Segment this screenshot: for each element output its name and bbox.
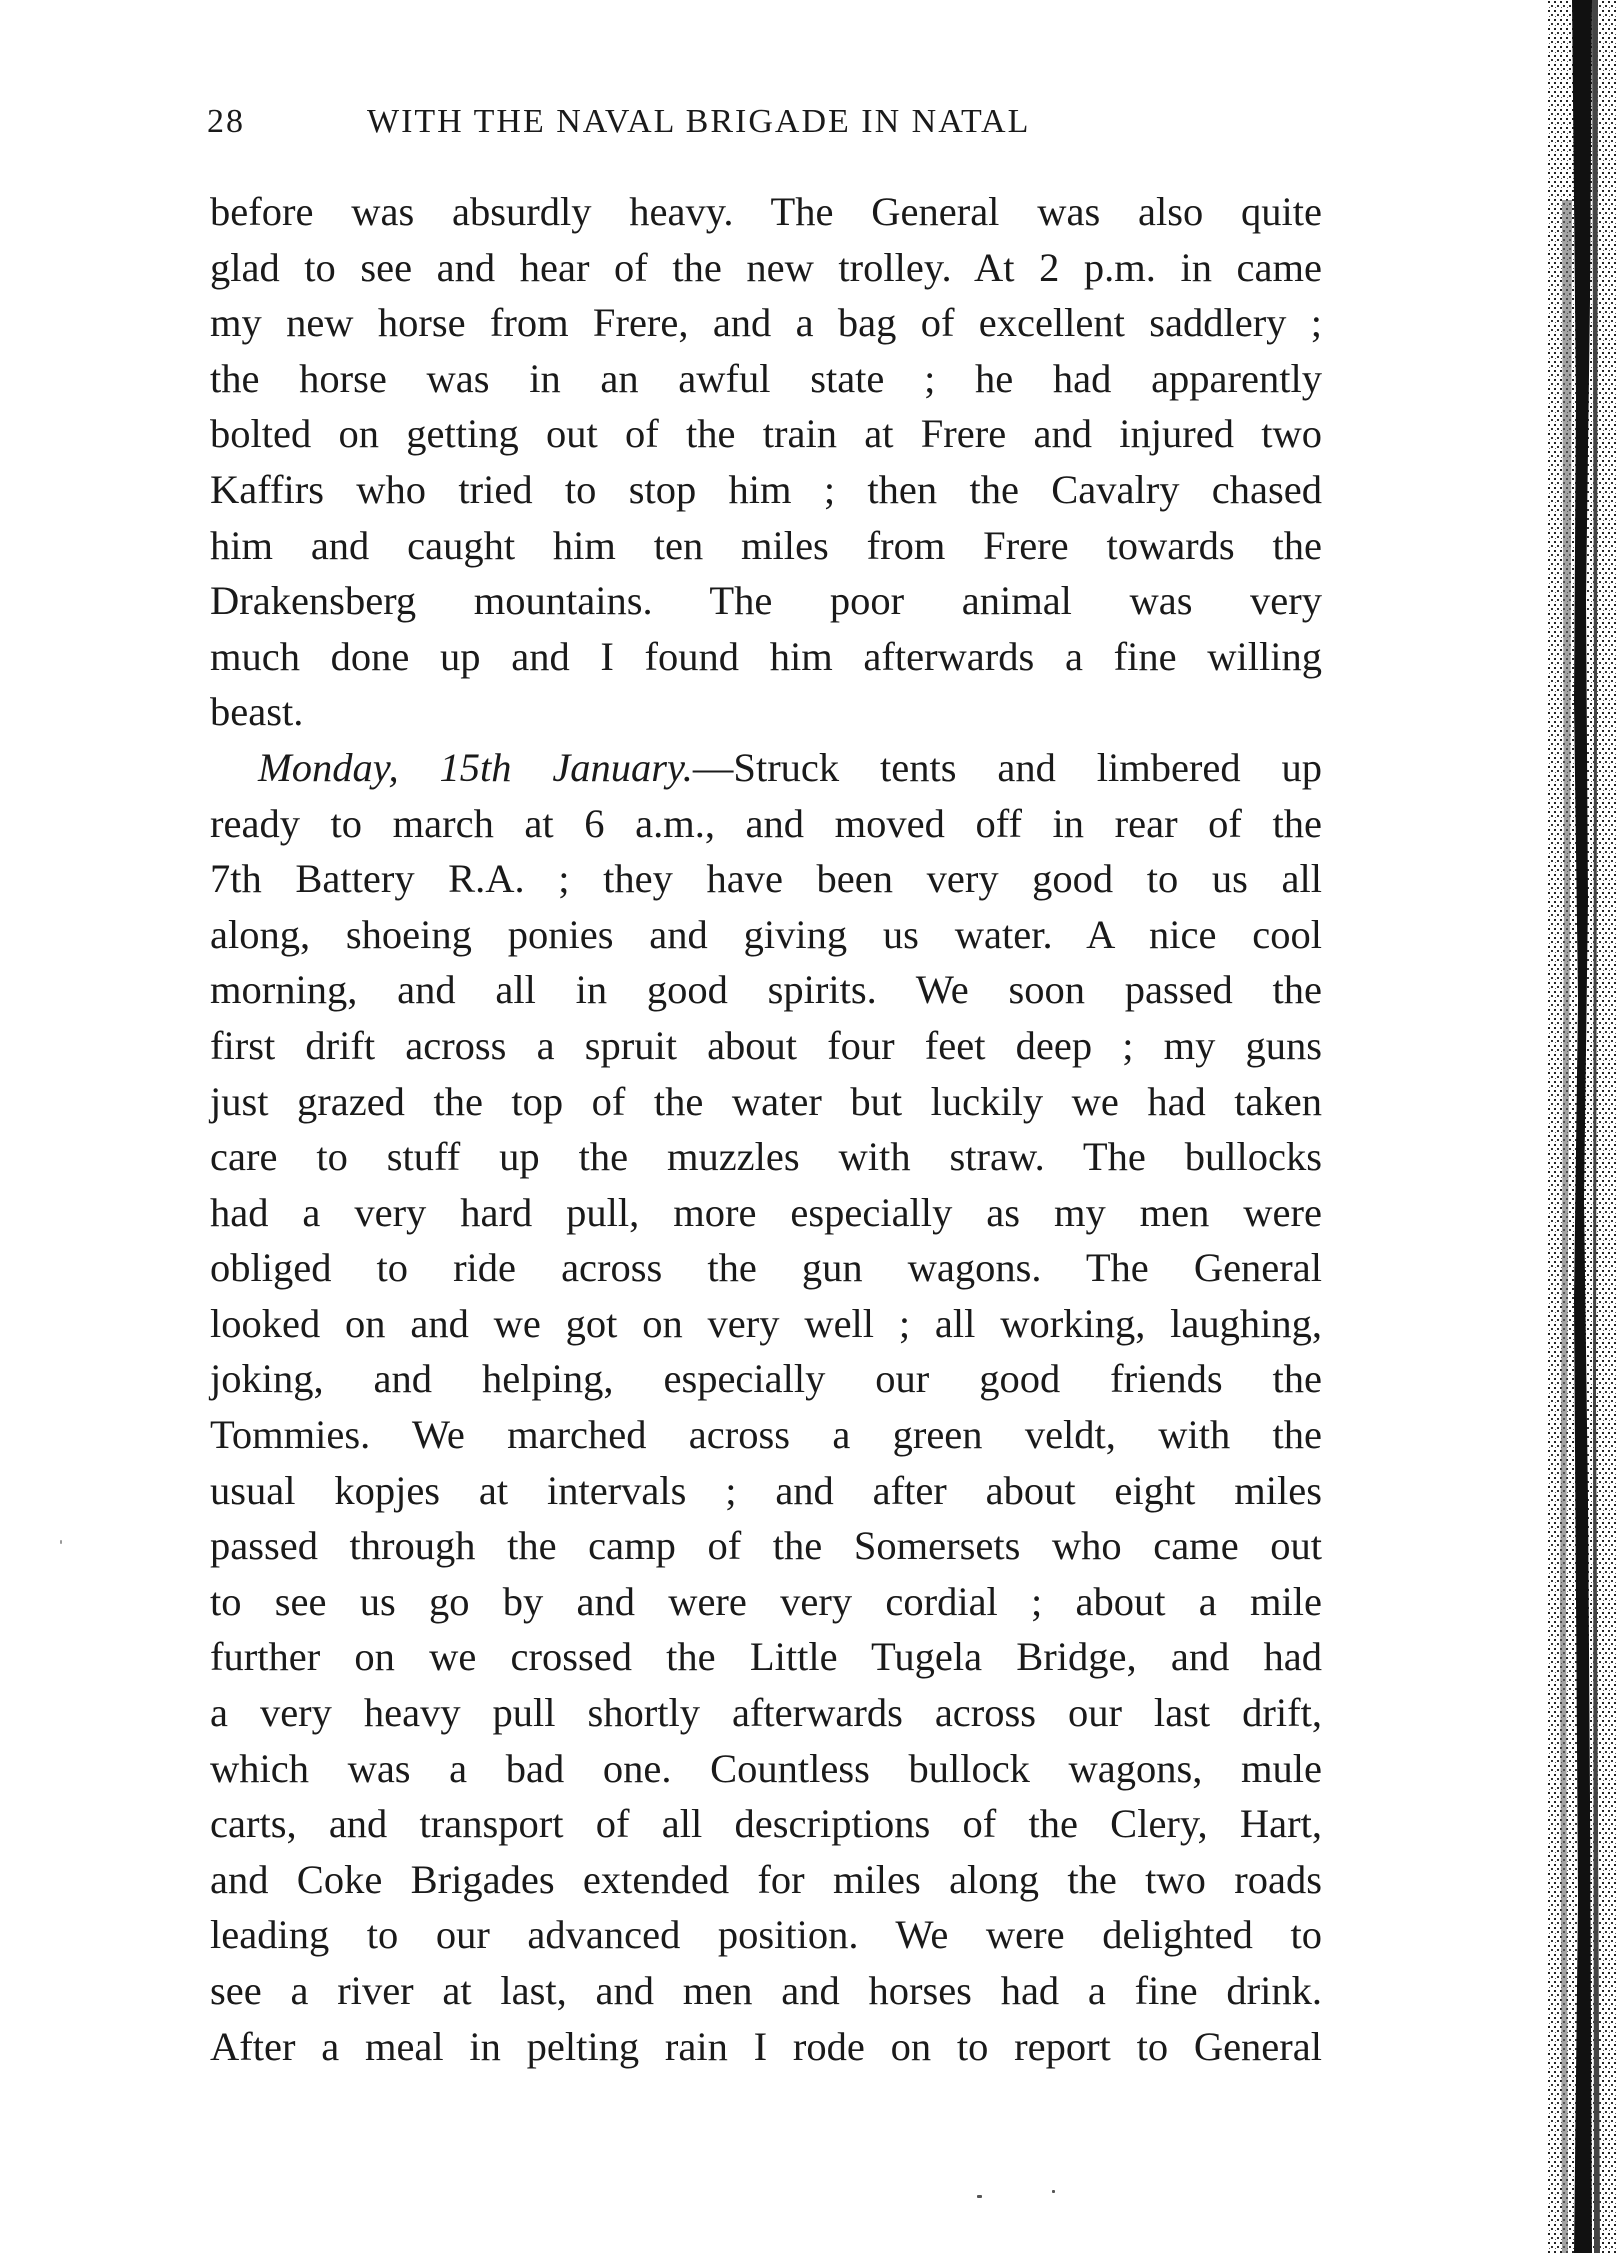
text-line: usual kopjes at intervals ; and after about eight miles (210, 1467, 1322, 1513)
stray-mark (977, 2195, 982, 2198)
text-line: bolted on getting out of the train at Frere and injured two (210, 411, 1322, 457)
text-line: leading to our advanced position. We were delighted to (210, 1912, 1322, 1958)
text-line: and Coke Brigades extended for miles along the two roads (210, 1856, 1322, 1902)
text-line: before was absurdly heavy. The General was also quite (210, 189, 1322, 234)
text-line: my new horse from Frere, and a bag of excellent saddlery ; (210, 300, 1322, 346)
text-line: much done up and I found him afterwards a fine willing (210, 633, 1322, 679)
text-line: a very heavy pull shortly afterwards across our last drift, (210, 1690, 1322, 1736)
text-line: had a very hard pull, more especially as my men were (210, 1189, 1322, 1235)
text-line: to see us go by and were very cordial ; about a mile (210, 1578, 1322, 1624)
text-line: the horse was in an awful state ; he had apparently (210, 355, 1322, 401)
text-line: him and caught him ten miles from Frere towards the (210, 522, 1322, 568)
page-edge-shadow (1548, 0, 1616, 2253)
stray-mark (60, 1540, 62, 1544)
text-line: which was a bad one. Countless bullock wagons, mule (210, 1745, 1322, 1791)
text-line: passed through the camp of the Somersets who came out (210, 1523, 1322, 1569)
text-line: ready to march at 6 a.m., and moved off in rear of the (210, 800, 1322, 846)
text-line: After a meal in pelting rain I rode on to report to General (210, 2023, 1322, 2069)
text-line: beast. (210, 689, 304, 735)
text-line: morning, and all in good spirits. We soon passed the (210, 967, 1322, 1013)
text-line: Tommies. We marched across a green veldt, with the (210, 1412, 1322, 1458)
entry-date: Monday, 15th January. (258, 744, 693, 790)
text-line: 7th Battery R.A. ; they have been very good to us all (210, 856, 1322, 902)
text-line: Drakensberg mountains. The poor animal was very (210, 578, 1322, 624)
text-line: looked on and we got on very well ; all working, laughing, (210, 1300, 1322, 1346)
body-text (210, 184, 1322, 2074)
running-title: WITH THE NAVAL BRIGADE IN NATAL (367, 103, 1031, 140)
text-line: see a river at last, and men and horses had a fine drink. (210, 1968, 1322, 2013)
page-number: 28 (207, 103, 245, 140)
text-line: glad to see and hear of the new trolley. At 2 p.m. in came (210, 244, 1322, 290)
diary-entry-first-line (210, 740, 1322, 796)
text-line: obliged to ride across the gun wagons. The General (210, 1245, 1322, 1291)
text-line: further on we crossed the Little Tugela Bridge, and had (210, 1634, 1322, 1680)
text-line: care to stuff up the muzzles with straw. The bullocks (210, 1134, 1322, 1180)
text-line: carts, and transport of all descriptions of the Clery, Hart, (210, 1801, 1322, 1847)
text-line: along, shoeing ponies and giving us water. A nice cool (210, 911, 1322, 957)
text-line: Kaffirs who tried to stop him ; then the Cavalry chased (210, 466, 1322, 512)
text-line: joking, and helping, especially our good friends the (210, 1356, 1322, 1402)
text-line: first drift across a spruit about four feet deep ; my guns (210, 1022, 1322, 1068)
page-header (207, 103, 1322, 153)
entry-text: —Struck tents and limbered up (692, 744, 1322, 790)
stray-mark (1052, 2190, 1055, 2193)
text-line: just grazed the top of the water but luckily we had taken (210, 1078, 1322, 1124)
